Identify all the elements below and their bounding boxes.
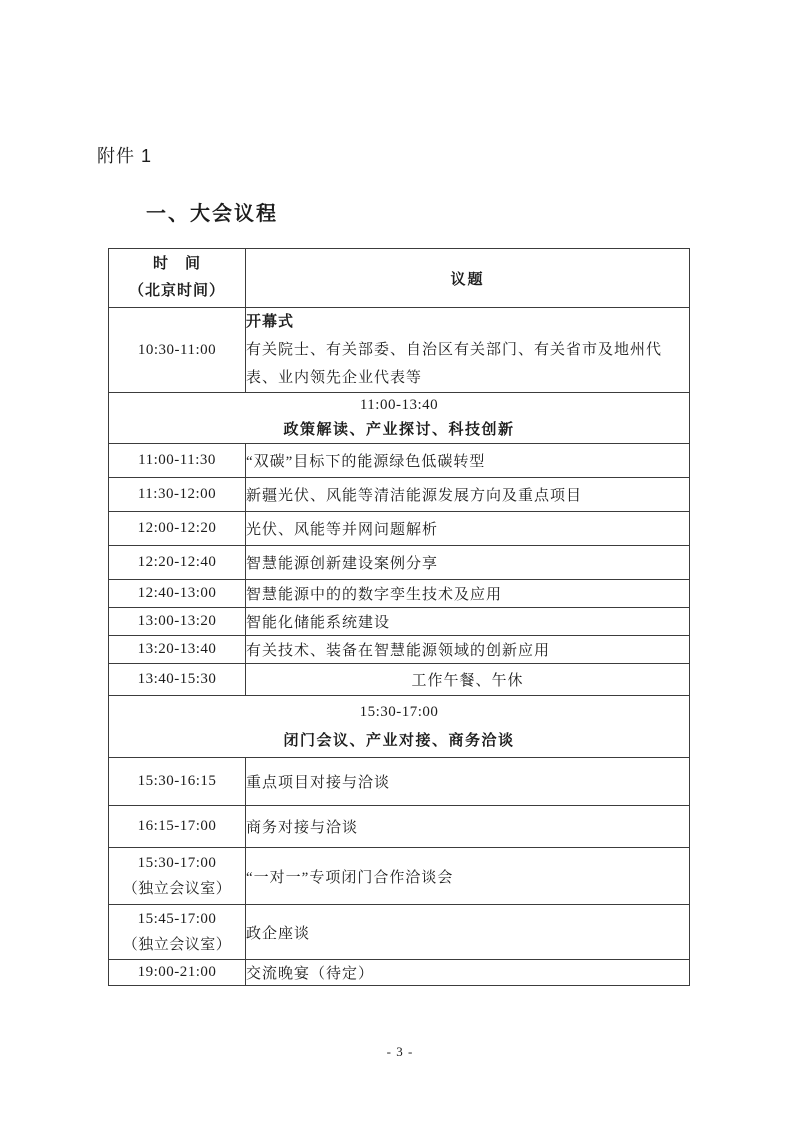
- section-time: 11:00-13:40: [359, 397, 439, 413]
- table-header-row: [109, 249, 690, 308]
- time-room-note: （独立会议室）: [122, 937, 232, 953]
- table-row: [109, 308, 690, 393]
- topic-title: 开幕式: [246, 314, 295, 330]
- time-header-line1: 时 间: [152, 256, 201, 272]
- section-title-text: 政策解读、产业探讨、科技创新: [283, 422, 515, 438]
- time-cell: [109, 905, 246, 960]
- topic-cell: 政企座谈: [246, 905, 690, 960]
- table-row: [109, 848, 690, 905]
- table-row: [109, 758, 690, 806]
- table-row: [109, 664, 690, 696]
- time-range: 15:45-17:00: [137, 911, 217, 927]
- time-cell: 13:00-13:20: [109, 608, 246, 636]
- table-row: [109, 444, 690, 478]
- time-cell: 12:20-12:40: [109, 546, 246, 580]
- time-cell: 12:40-13:00: [109, 580, 246, 608]
- topic-cell: 智慧能源中的的数字孪生技术及应用: [246, 580, 690, 608]
- time-column-header: [109, 249, 246, 308]
- time-cell: [109, 848, 246, 905]
- table-row: [109, 478, 690, 512]
- table-row: [109, 512, 690, 546]
- section-cell: [109, 393, 690, 444]
- table-row: [109, 905, 690, 960]
- topic-cell: 工作午餐、午休: [246, 664, 690, 696]
- section-row: [109, 393, 690, 444]
- topic-cell: “一对一”专项闭门合作洽谈会: [246, 848, 690, 905]
- table-row: [109, 960, 690, 986]
- time-header-line2: （北京时间）: [128, 283, 225, 299]
- topic-cell: 智慧能源创新建设案例分享: [246, 546, 690, 580]
- table-row: [109, 636, 690, 664]
- time-cell: 11:30-12:00: [109, 478, 246, 512]
- time-cell: 19:00-21:00: [109, 960, 246, 986]
- time-range: 15:30-17:00: [137, 855, 217, 871]
- section-time: 15:30-17:00: [359, 704, 439, 720]
- topic-cell: [246, 308, 690, 393]
- table-row: [109, 546, 690, 580]
- time-cell: 13:20-13:40: [109, 636, 246, 664]
- topic-cell: 商务对接与洽谈: [246, 806, 690, 848]
- topic-cell: 有关技术、装备在智慧能源领域的创新应用: [246, 636, 690, 664]
- table-row: [109, 806, 690, 848]
- section-row: [109, 696, 690, 758]
- time-room-note: （独立会议室）: [122, 881, 232, 897]
- topic-column-header: 议题: [246, 249, 690, 308]
- page-number: - 3 -: [386, 1044, 414, 1059]
- time-cell: 16:15-17:00: [109, 806, 246, 848]
- attachment-label: 附件 1: [97, 146, 153, 166]
- topic-cell: 交流晚宴（待定）: [246, 960, 690, 986]
- time-cell: 13:40-15:30: [109, 664, 246, 696]
- topic-cell: 智能化储能系统建设: [246, 608, 690, 636]
- topic-cell: 新疆光伏、风能等清洁能源发展方向及重点项目: [246, 478, 690, 512]
- topic-cell: 光伏、风能等并网问题解析: [246, 512, 690, 546]
- section-title-text: 闭门会议、产业对接、商务洽谈: [283, 733, 515, 749]
- table-row: [109, 608, 690, 636]
- time-cell: 12:00-12:20: [109, 512, 246, 546]
- time-cell: 11:00-11:30: [109, 444, 246, 478]
- topic-cell: 重点项目对接与洽谈: [246, 758, 690, 806]
- section-cell: [109, 696, 690, 758]
- agenda-table: [108, 248, 690, 986]
- topic-description: 有关院士、有关部委、自治区有关部门、有关省市及地州代表、业内领先企业代表等: [246, 342, 663, 386]
- time-cell: 10:30-11:00: [109, 308, 246, 393]
- page-title: 一、大会议程: [146, 203, 278, 225]
- topic-cell: “双碳”目标下的能源绿色低碳转型: [246, 444, 690, 478]
- table-row: [109, 580, 690, 608]
- time-cell: 15:30-16:15: [109, 758, 246, 806]
